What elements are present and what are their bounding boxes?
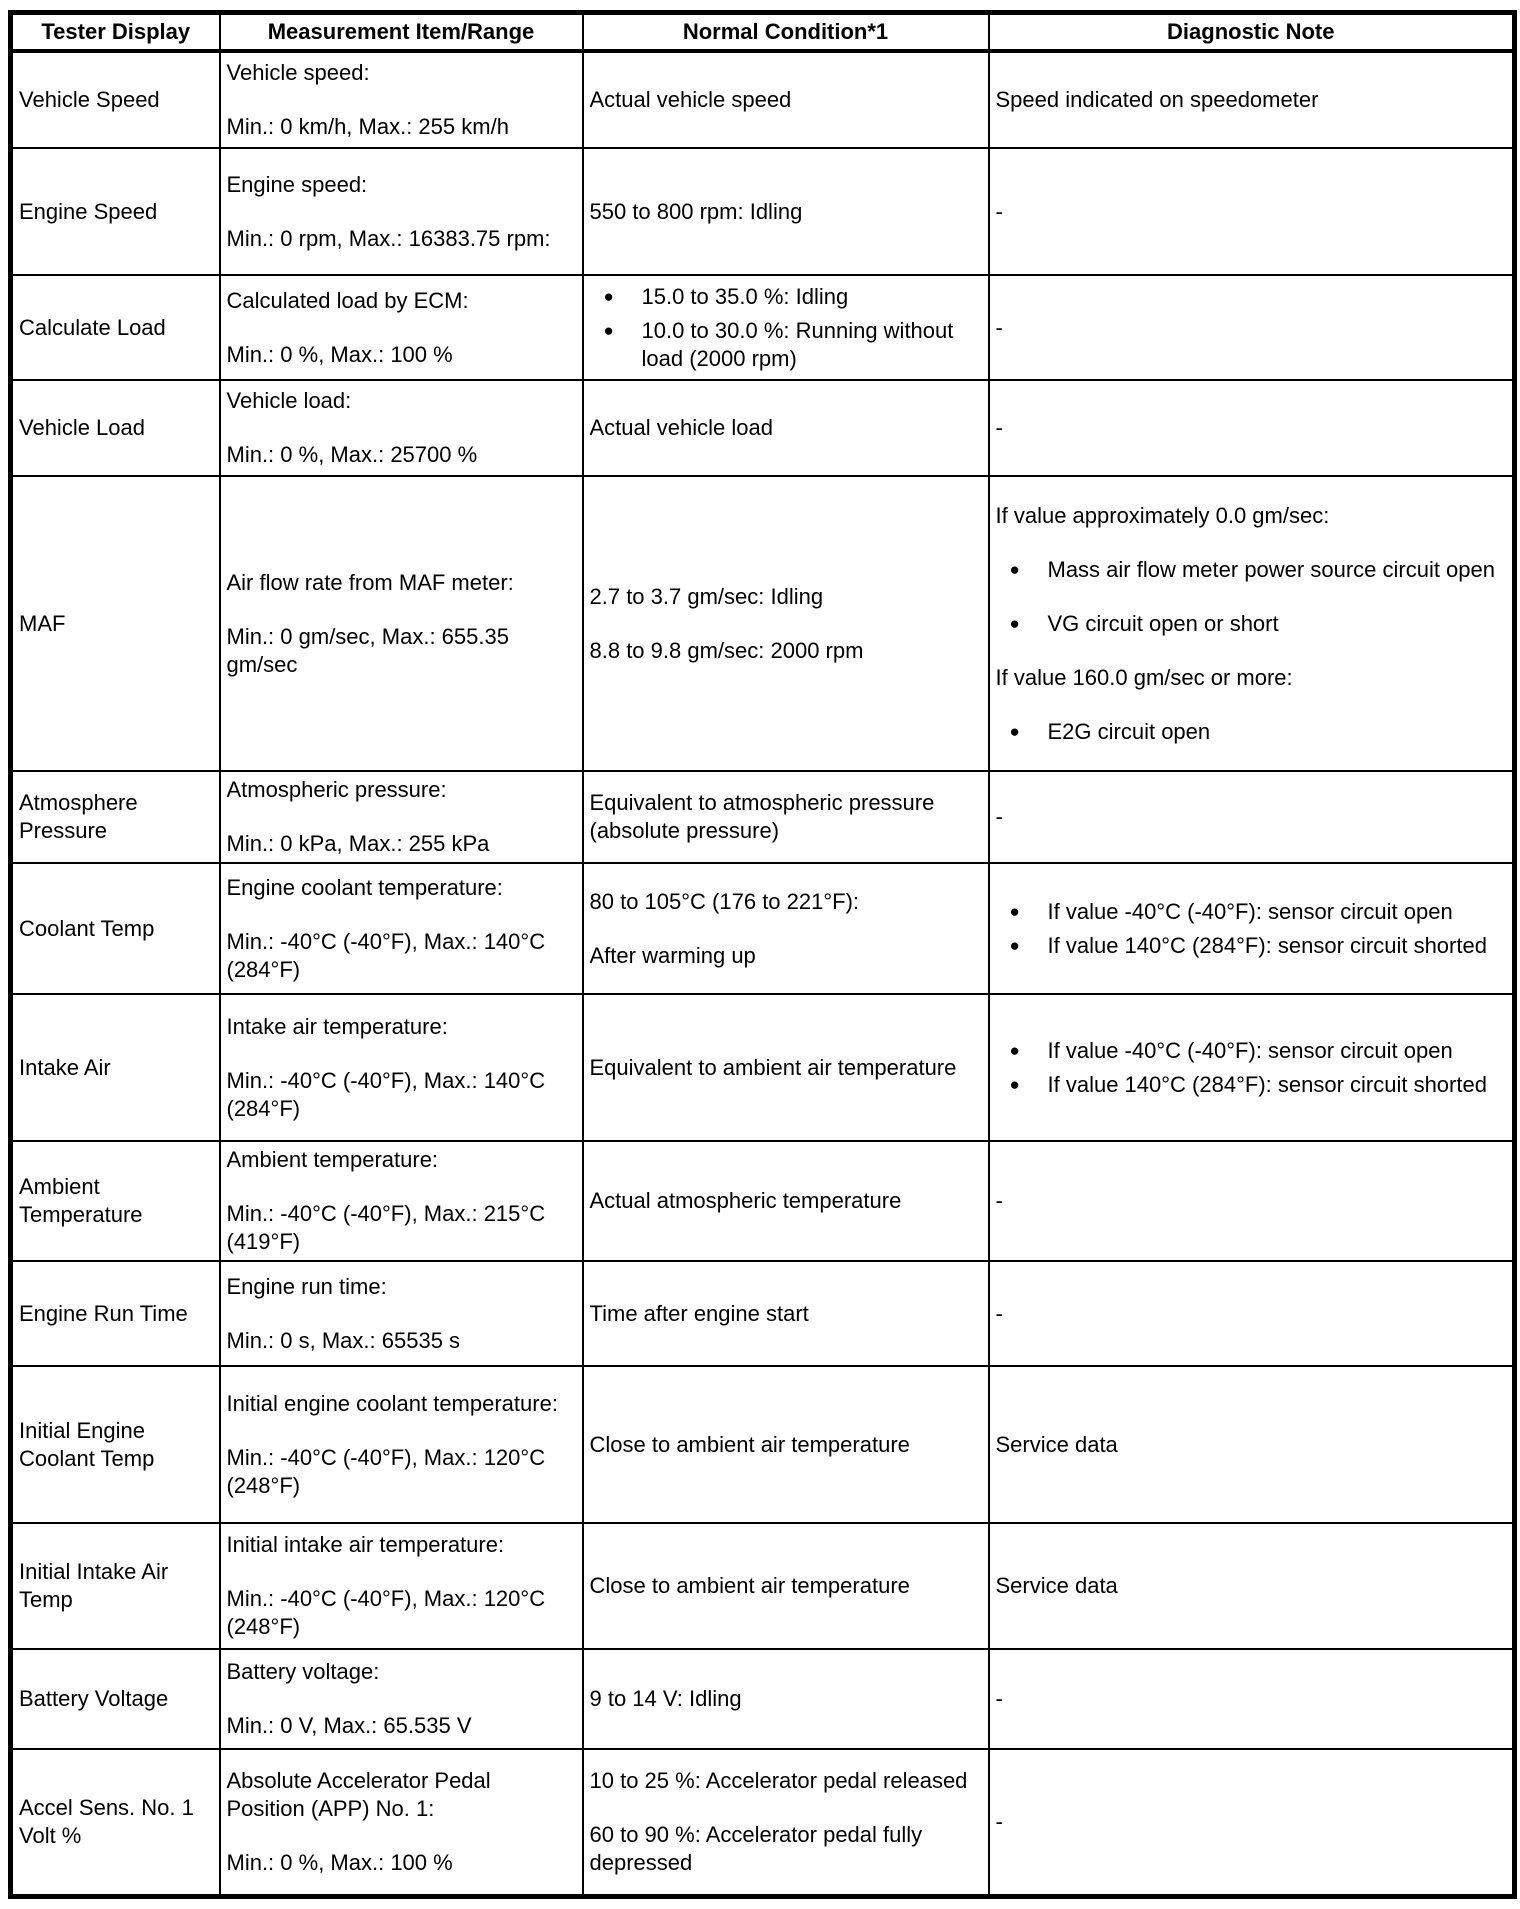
cell-text: Min.: 0 kPa, Max.: 255 kPa	[226, 831, 490, 856]
tester-display-cell: Engine Speed	[11, 148, 220, 275]
tester-display-cell: Engine Run Time	[11, 1261, 220, 1366]
note-cell	[989, 275, 1515, 380]
table-row	[11, 771, 1515, 863]
cell-text: Equivalent to atmospheric pressure (absolute pressure)	[589, 790, 935, 843]
note-cell	[989, 476, 1515, 771]
bullet-list	[996, 556, 1505, 638]
cell-text: Min.: 0 km/h, Max.: 255 km/h	[226, 114, 509, 139]
note-cell	[989, 1523, 1515, 1649]
cell-text: -	[995, 198, 1003, 224]
normal-cell	[583, 994, 989, 1141]
bullet-item: ● VG circuit open or short	[1010, 610, 1505, 638]
cell-text: Initial engine coolant temperature:	[226, 1390, 558, 1416]
measurement-cell	[220, 771, 583, 863]
cell-text: Engine coolant temperature:	[226, 874, 503, 900]
normal-cell	[583, 476, 989, 771]
column-header-note: Diagnostic Note	[989, 13, 1515, 52]
cell-text: 9 to 14 V: Idling	[589, 1686, 742, 1711]
diagnostic-data-table	[8, 10, 1517, 1899]
bullet-item: ● E2G circuit open	[1010, 718, 1505, 746]
cell-text: -	[995, 1188, 1003, 1213]
note-cell	[989, 148, 1515, 275]
tester-display-cell: Calculate Load	[11, 275, 220, 380]
note-cell	[989, 51, 1515, 148]
measurement-cell	[220, 51, 583, 148]
cell-text: Vehicle load:	[226, 388, 352, 413]
cell-text: -	[995, 415, 1003, 440]
table-row	[11, 1523, 1515, 1649]
bullet-item: ● If value 140°C (284°F): sensor circuit shorted	[1010, 1071, 1505, 1099]
cell-text: Min.: 0 gm/sec, Max.: 655.35 gm/sec	[226, 623, 509, 677]
cell-text: Ambient temperature:	[226, 1147, 439, 1172]
tester-display-cell: Atmosphere Pressure	[11, 771, 220, 863]
tester-display-cell: Intake Air	[11, 994, 220, 1141]
cell-text: Absolute Accelerator Pedal Position (APP) No. 1:	[226, 1767, 491, 1821]
column-header-normal: Normal Condition*1	[583, 13, 989, 52]
cell-text: Actual vehicle speed	[589, 87, 792, 112]
cell-text: Speed indicated on speedometer	[995, 87, 1319, 112]
cell-text: Actual atmospheric temperature	[589, 1188, 902, 1213]
table-row	[11, 148, 1515, 275]
note-cell	[989, 380, 1515, 476]
header-row	[11, 13, 1515, 52]
cell-text: Air flow rate from MAF meter:	[226, 569, 514, 595]
cell-text: Min.: -40°C (-40°F), Max.: 140°C (284°F)	[226, 928, 546, 982]
measurement-cell	[220, 476, 583, 771]
cell-text: 10 to 25 %: Accelerator pedal released	[589, 1767, 968, 1793]
cell-text: Calculated load by ECM:	[226, 287, 469, 313]
measurement-cell	[220, 1649, 583, 1749]
cell-text: -	[995, 804, 1003, 829]
note-cell	[989, 994, 1515, 1141]
cell-text: Service data	[995, 1573, 1118, 1598]
note-cell	[989, 1261, 1515, 1366]
table-row	[11, 1366, 1515, 1523]
cell-text: -	[995, 1808, 1003, 1834]
normal-cell	[583, 771, 989, 863]
tester-display-cell: Initial Intake Air Temp	[11, 1523, 220, 1649]
cell-text: Min.: 0 s, Max.: 65535 s	[226, 1327, 461, 1353]
column-header-tester: Tester Display	[11, 13, 220, 52]
cell-text: Time after engine start	[589, 1300, 809, 1326]
cell-text: Close to ambient air temperature	[589, 1431, 910, 1457]
measurement-cell	[220, 863, 583, 994]
cell-text: Min.: -40°C (-40°F), Max.: 120°C (248°F)	[226, 1586, 546, 1639]
cell-text: Min.: -40°C (-40°F), Max.: 120°C (248°F)	[226, 1444, 546, 1498]
note-cell	[989, 1749, 1515, 1896]
cell-text: Min.: -40°C (-40°F), Max.: 215°C (419°F)	[226, 1201, 546, 1254]
bullet-item: ● If value 140°C (284°F): sensor circuit shorted	[1010, 932, 1505, 960]
cell-text: Min.: -40°C (-40°F), Max.: 140°C (284°F)	[226, 1067, 546, 1121]
cell-text: -	[995, 314, 1003, 340]
table-row	[11, 1261, 1515, 1366]
cell-text: Min.: 0 rpm, Max.: 16383.75 rpm:	[226, 225, 551, 251]
note-cell	[989, 1366, 1515, 1523]
table-row	[11, 863, 1515, 994]
bullet-list	[996, 898, 1505, 960]
cell-text: Engine speed:	[226, 171, 368, 197]
normal-cell	[583, 275, 989, 380]
cell-text: Min.: 0 %, Max.: 25700 %	[226, 442, 478, 467]
table-row	[11, 275, 1515, 380]
cell-text: Min.: 0 %, Max.: 100 %	[226, 1849, 453, 1875]
table-row	[11, 1649, 1515, 1749]
cell-text: -	[995, 1686, 1003, 1711]
measurement-cell	[220, 275, 583, 380]
bullet-item: ● 15.0 to 35.0 %: Idling	[604, 283, 980, 311]
cell-text: Min.: 0 %, Max.: 100 %	[226, 341, 453, 367]
table-row	[11, 51, 1515, 148]
normal-cell	[583, 1649, 989, 1749]
measurement-cell	[220, 1261, 583, 1366]
table-row	[11, 1141, 1515, 1261]
normal-cell	[583, 863, 989, 994]
note-cell	[989, 1141, 1515, 1261]
bullet-item: ● If value -40°C (-40°F): sensor circuit open	[1010, 1037, 1505, 1065]
note-cell	[989, 863, 1515, 994]
table-row	[11, 1749, 1515, 1896]
cell-text: 8.8 to 9.8 gm/sec: 2000 rpm	[589, 637, 864, 663]
cell-text: Engine run time:	[226, 1273, 387, 1299]
bullet-item: ● If value -40°C (-40°F): sensor circuit open	[1010, 898, 1505, 926]
column-header-measurement: Measurement Item/Range	[220, 13, 583, 52]
note-cell	[989, 1649, 1515, 1749]
normal-cell	[583, 148, 989, 275]
normal-cell	[583, 1141, 989, 1261]
note-cell	[989, 771, 1515, 863]
cell-text: Equivalent to ambient air temperature	[589, 1054, 957, 1080]
tester-display-cell: Ambient Temperature	[11, 1141, 220, 1261]
tester-display-cell: Vehicle Load	[11, 380, 220, 476]
bullet-list	[590, 283, 980, 373]
measurement-cell	[220, 1749, 583, 1896]
cell-text: Initial intake air temperature:	[226, 1532, 505, 1557]
tester-display-cell: MAF	[11, 476, 220, 771]
tester-display-cell: Battery Voltage	[11, 1649, 220, 1749]
cell-text: Battery voltage:	[226, 1659, 380, 1684]
measurement-cell	[220, 1141, 583, 1261]
normal-cell	[583, 380, 989, 476]
cell-text: Min.: 0 V, Max.: 65.535 V	[226, 1713, 472, 1738]
measurement-cell	[220, 1523, 583, 1649]
normal-cell	[583, 1261, 989, 1366]
tester-display-cell: Vehicle Speed	[11, 51, 220, 148]
cell-text: If value approximately 0.0 gm/sec:	[995, 502, 1330, 528]
measurement-cell	[220, 380, 583, 476]
bullet-list	[996, 718, 1505, 746]
cell-text: Actual vehicle load	[589, 415, 773, 440]
cell-text: If value 160.0 gm/sec or more:	[995, 664, 1293, 690]
tester-display-cell: Coolant Temp	[11, 863, 220, 994]
cell-text: After warming up	[589, 942, 756, 968]
table-row	[11, 476, 1515, 771]
cell-text: 80 to 105°C (176 to 221°F):	[589, 888, 860, 914]
measurement-cell	[220, 1366, 583, 1523]
tester-display-cell: Accel Sens. No. 1 Volt %	[11, 1749, 220, 1896]
cell-text: -	[995, 1300, 1003, 1326]
cell-text: Intake air temperature:	[226, 1013, 448, 1039]
cell-text: Close to ambient air temperature	[589, 1573, 910, 1598]
tester-display-cell: Initial Engine Coolant Temp	[11, 1366, 220, 1523]
cell-text: 60 to 90 %: Accelerator pedal fully depressed	[589, 1821, 923, 1875]
bullet-item: ● Mass air flow meter power source circuit open	[1010, 556, 1505, 584]
cell-text: Atmospheric pressure:	[226, 777, 447, 802]
measurement-cell	[220, 994, 583, 1141]
table-row	[11, 380, 1515, 476]
bullet-list	[996, 1037, 1505, 1099]
normal-cell	[583, 1366, 989, 1523]
normal-cell	[583, 1749, 989, 1896]
cell-text: 2.7 to 3.7 gm/sec: Idling	[589, 583, 824, 609]
table-body	[11, 51, 1515, 1896]
measurement-cell	[220, 148, 583, 275]
normal-cell	[583, 1523, 989, 1649]
table-row	[11, 994, 1515, 1141]
cell-text: Service data	[995, 1431, 1118, 1457]
cell-text: 550 to 800 rpm: Idling	[589, 198, 803, 224]
normal-cell	[583, 51, 989, 148]
cell-text: Vehicle speed:	[226, 60, 370, 85]
bullet-item: ● 10.0 to 30.0 %: Running without load (2000 rpm)	[604, 317, 980, 373]
